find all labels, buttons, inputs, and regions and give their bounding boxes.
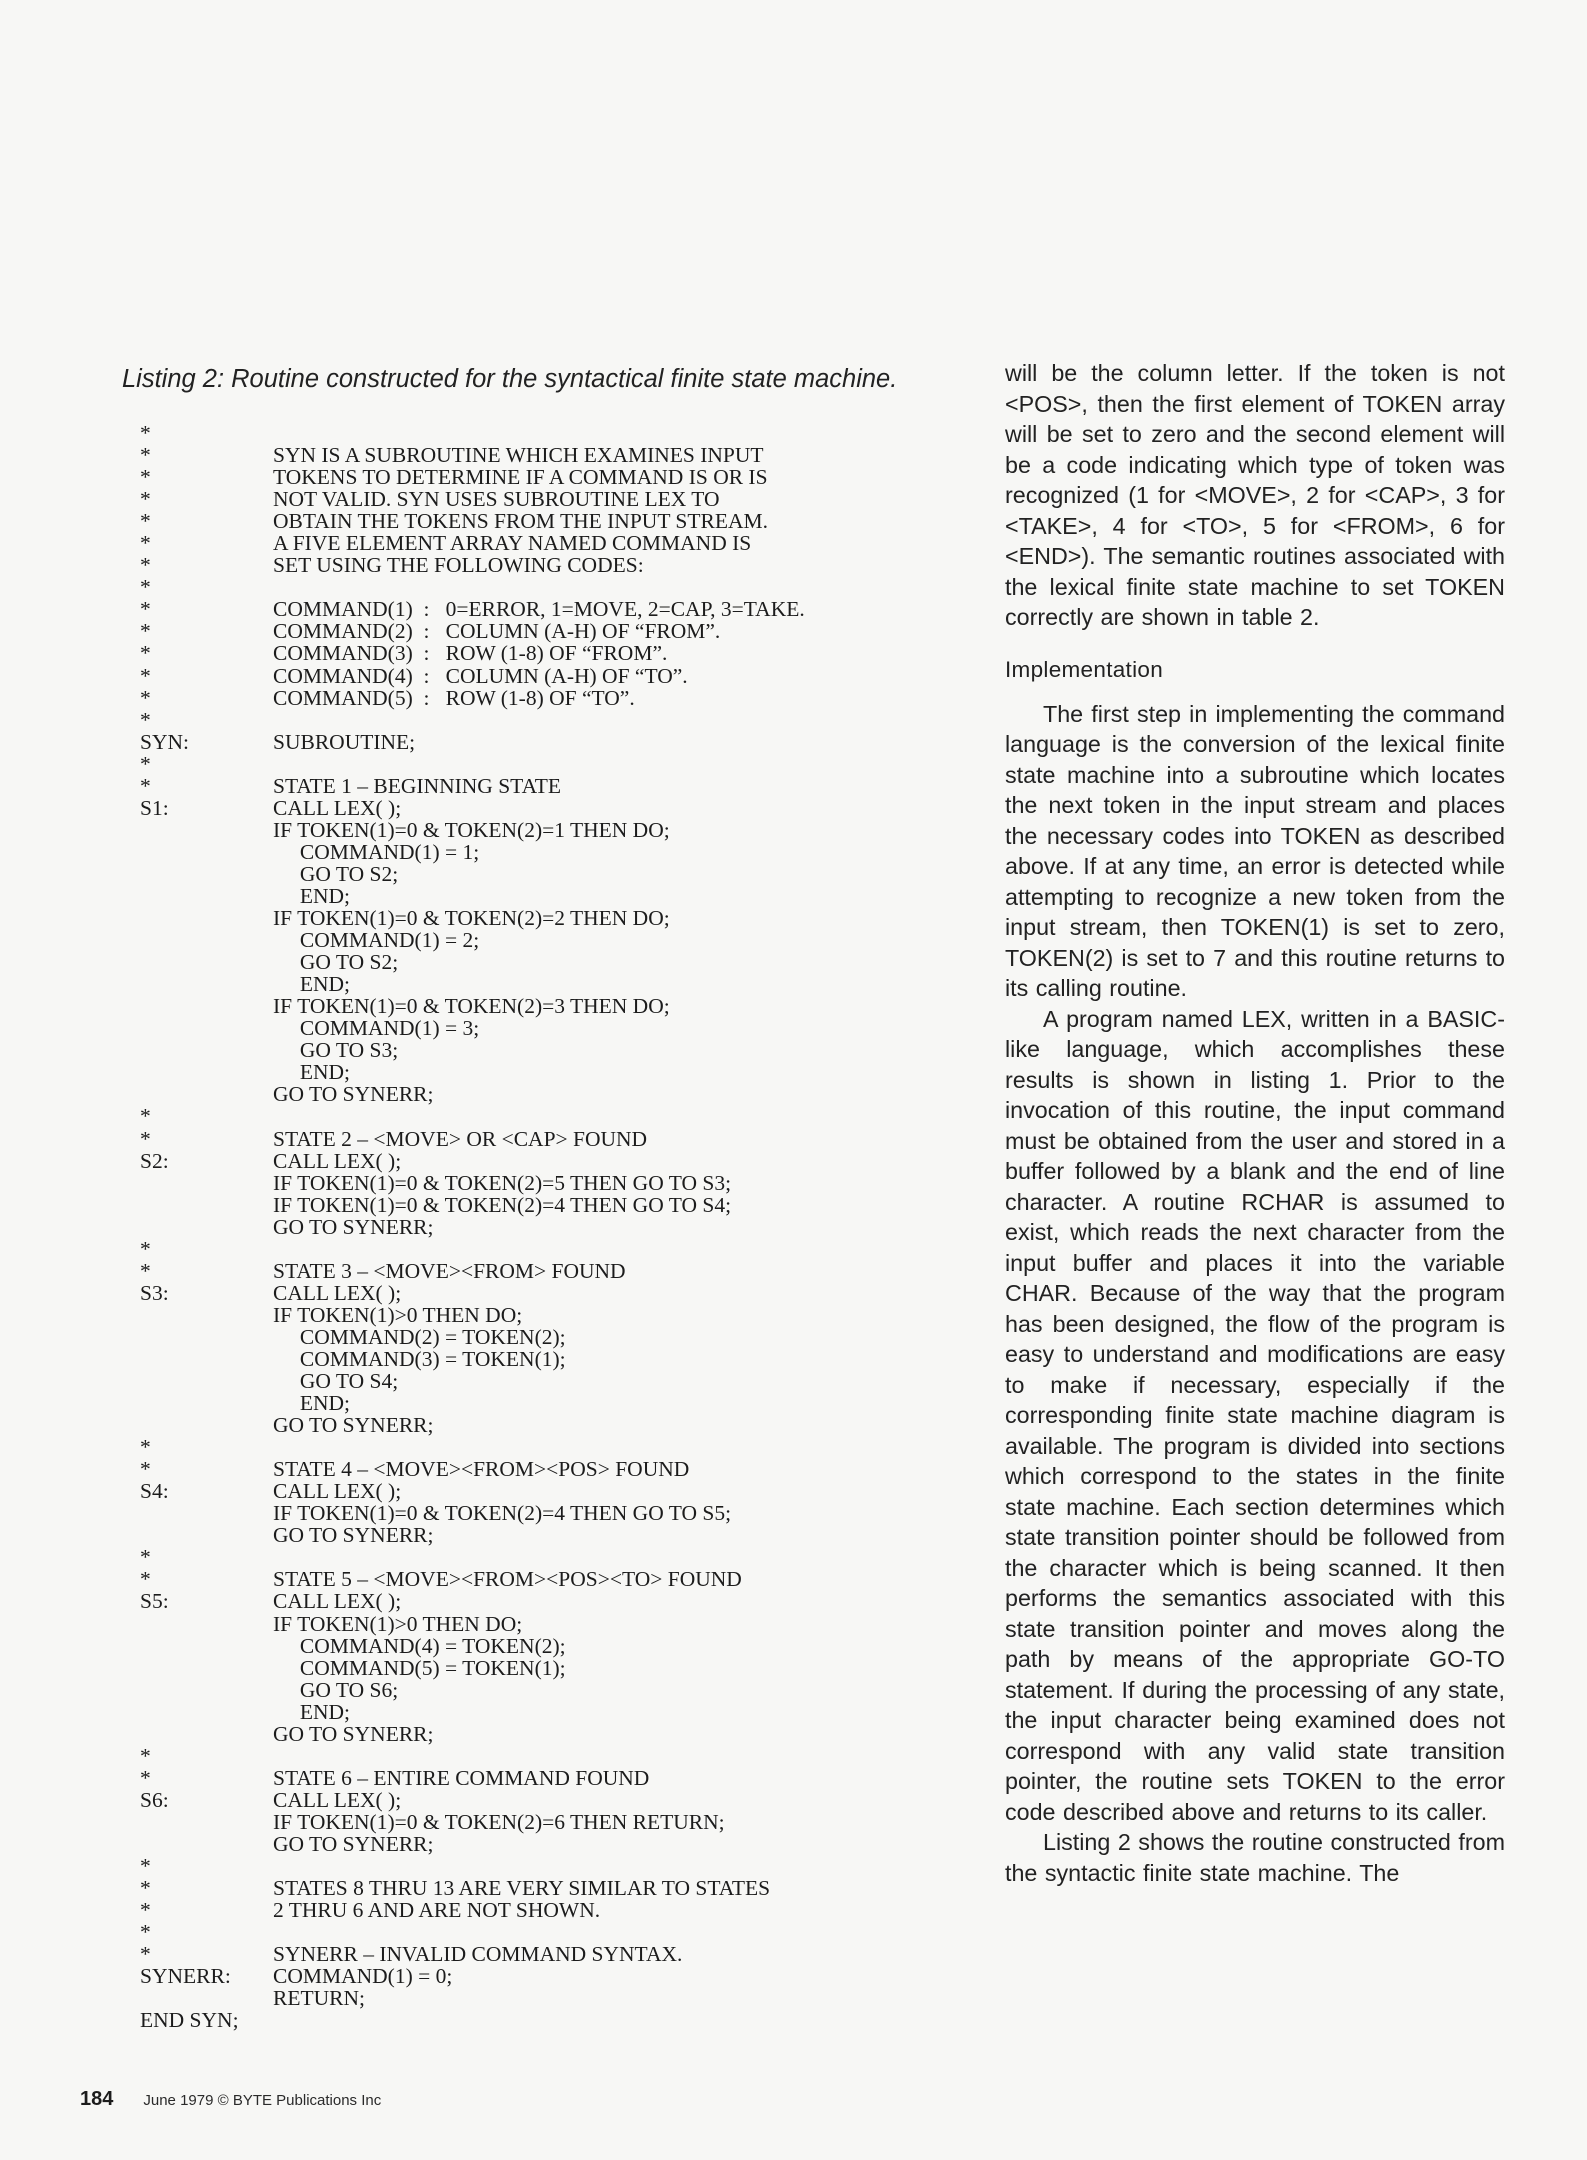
code-line (122, 863, 942, 885)
code-line (122, 1987, 942, 2009)
code-line-label: * (140, 619, 151, 644)
code-line-text: STATE 1 – BEGINNING STATE (273, 773, 561, 798)
code-line-text: COMMAND(2) = TOKEN(2); (273, 1324, 566, 1349)
code-line (122, 731, 942, 753)
code-line-label: * (140, 1457, 151, 1482)
code-line-text: GO TO S4; (273, 1369, 399, 1394)
code-line (122, 532, 942, 554)
code-line (122, 1039, 942, 1061)
code-line-label: * (140, 685, 151, 710)
code-line (122, 709, 942, 731)
code-line-text: STATES 8 THRU 13 ARE VERY SIMILAR TO STATES (273, 1876, 771, 1901)
code-line (122, 1370, 942, 1392)
code-line-text: IF TOKEN(1)=0 & TOKEN(2)=4 THEN GO TO S4; (273, 1192, 732, 1217)
code-line-text: END; (273, 1060, 351, 1085)
code-line (122, 1701, 942, 1723)
code-line (122, 1723, 942, 1745)
code-line-text: IF TOKEN(1)=0 & TOKEN(2)=1 THEN DO; (273, 817, 670, 842)
code-line-text: COMMAND(1) = 3; (273, 1016, 480, 1041)
code-line-label: * (140, 1545, 151, 1570)
article-paragraph: will be the column letter. If the token is not <POS>, then the first element of TOKEN array will be set to zero and the second element will be a code indicating which type of token was recognized (1 for <MOVE>, 2 for <CAP>, 3 for <TAKE>, 4 for <TO>, 5 for <FROM>, 6 for <END>). The semantic routines associated with the lexical finite state machine to set TOKEN correctly are shown in table 2. (1005, 360, 1505, 630)
code-line (122, 1877, 942, 1899)
code-line-text: IF TOKEN(1)=0 & TOKEN(2)=4 THEN GO TO S5; (273, 1501, 732, 1526)
code-line (122, 1260, 942, 1282)
code-line-label: S4: (140, 1479, 169, 1504)
code-line (122, 1965, 942, 1987)
code-line-text: IF TOKEN(1)=0 & TOKEN(2)=6 THEN RETURN; (273, 1809, 725, 1834)
code-line-label: SYNERR: (140, 1964, 231, 1989)
code-line (122, 1326, 942, 1348)
code-line (122, 444, 942, 466)
article-paragraph: Listing 2 shows the routine constructed from the syntactic finite state machine. The (1005, 1829, 1505, 1886)
code-line-text: CALL LEX( ); (273, 795, 402, 820)
code-line-text: IF TOKEN(1)=0 & TOKEN(2)=2 THEN DO; (273, 906, 670, 931)
code-line (122, 841, 942, 863)
code-line-label: S1: (140, 795, 169, 820)
code-line (122, 1150, 942, 1172)
code-line (122, 1855, 942, 1877)
code-line-label: * (140, 531, 151, 556)
code-line (122, 1017, 942, 1039)
code-line (122, 1613, 942, 1635)
code-line (122, 1458, 942, 1480)
code-line (122, 1921, 942, 1943)
code-line-label: S6: (140, 1787, 169, 1812)
code-line-label: * (140, 1236, 151, 1261)
code-line (122, 1172, 942, 1194)
page-footer (80, 2088, 381, 2111)
code-line-label: * (140, 575, 151, 600)
code-line-label: * (140, 597, 151, 622)
code-line (122, 1943, 942, 1965)
code-line (122, 775, 942, 797)
code-line (122, 687, 942, 709)
code-line (122, 753, 942, 775)
code-line (122, 1392, 942, 1414)
code-line (122, 1480, 942, 1502)
code-line-text: COMMAND(2) : COLUMN (A-H) OF “FROM”. (273, 619, 721, 644)
code-line (122, 951, 942, 973)
code-line (122, 929, 942, 951)
code-line (122, 422, 942, 444)
code-line (122, 1128, 942, 1150)
code-line-text: SYN IS A SUBROUTINE WHICH EXAMINES INPUT (273, 443, 764, 468)
code-line (122, 1811, 942, 1833)
code-line (122, 1657, 942, 1679)
listing-caption: Listing 2: Routine constructed for the syntactical finite state machine. (122, 365, 898, 393)
code-line-label: S5: (140, 1589, 169, 1614)
article-paragraph: A program named LEX, written in a BASIC-like language, which accomplishes these results is shown in listing 1. Prior to the invocation of this routine, the input command must be obtained from the user and stored in a buffer followed by a blank and the end of line character. A routine RCHAR is assumed to exist, which reads the next character from the input buffer and places it into the variable CHAR. Because of the way that the program has been designed, the flow of the program is easy to understand and modifications are easy to make if necessary, especially if the corresponding finite state machine diagram is available. The program is divided into sections which correspond to the states in the finite state machine. Each section determines which state transition pointer should be followed from the character which is being scanned. It then performs the semantics associated with this state transition pointer and moves along the path by means of the appropriate GO-TO statement. If during the processing of any state, the input character being examined does not correspond with any valid state transition pointer, the routine sets TOKEN to the error code described above and returns to its caller. (1005, 1005, 1505, 1825)
code-line-label: END SYN; (140, 2008, 239, 2033)
code-line-text: END; (273, 1391, 351, 1416)
code-line-text: COMMAND(5) : ROW (1-8) OF “TO”. (273, 685, 635, 710)
code-line-label: S2: (140, 1148, 169, 1173)
code-line (122, 1679, 942, 1701)
code-line-label: * (140, 1898, 151, 1923)
code-line-text: GO TO S3; (273, 1038, 399, 1063)
code-line (122, 1524, 942, 1546)
code-line (122, 1767, 942, 1789)
code-line-label: S3: (140, 1280, 169, 1305)
code-line-label: * (140, 487, 151, 512)
code-line-label: * (140, 1743, 151, 1768)
code-line (122, 1304, 942, 1326)
code-line-text: GO TO SYNERR; (273, 1832, 434, 1856)
code-line-text: COMMAND(4) : COLUMN (A-H) OF “TO”. (273, 663, 688, 688)
code-line (122, 1789, 942, 1811)
code-line-label: * (140, 751, 151, 776)
code-line-label: * (140, 1567, 151, 1592)
code-line (122, 1745, 942, 1767)
code-line (122, 2009, 942, 2031)
code-line (122, 1238, 942, 1260)
code-line (122, 1833, 942, 1855)
code-line-text: END; (273, 972, 351, 997)
code-line-label: * (140, 1258, 151, 1283)
footer-credit: June 1979 © BYTE Publications Inc (143, 2092, 382, 2109)
code-line (122, 576, 942, 598)
code-line-label: * (140, 1876, 151, 1901)
code-line (122, 907, 942, 929)
code-line-text: IF TOKEN(1)=0 & TOKEN(2)=3 THEN DO; (273, 994, 670, 1019)
code-line (122, 1436, 942, 1458)
code-line (122, 642, 942, 664)
code-line-text: RETURN; (273, 1986, 365, 2011)
article-column (1005, 358, 1505, 1888)
code-line-text: IF TOKEN(1)>0 THEN DO; (273, 1611, 523, 1636)
code-line-text: GO TO S2; (273, 950, 399, 975)
page-number: 184 (80, 2088, 114, 2110)
code-line (122, 466, 942, 488)
code-line-text: CALL LEX( ); (273, 1787, 402, 1812)
code-line-text: CALL LEX( ); (273, 1479, 402, 1504)
code-line-text: COMMAND(3) = TOKEN(1); (273, 1346, 566, 1371)
code-line (122, 1105, 942, 1127)
code-line (122, 1568, 942, 1590)
code-line-text: SYNERR – INVALID COMMAND SYNTAX. (273, 1942, 683, 1967)
code-line-label: * (140, 553, 151, 578)
section-heading: Implementation (1005, 656, 1164, 682)
code-line-text: COMMAND(5) = TOKEN(1); (273, 1655, 566, 1680)
code-line (122, 885, 942, 907)
listing-2 (122, 362, 942, 2031)
code-line (122, 488, 942, 510)
code-line-label: * (140, 1104, 151, 1129)
code-line (122, 1216, 942, 1238)
code-line-text: COMMAND(4) = TOKEN(2); (273, 1633, 566, 1658)
code-line (122, 510, 942, 532)
code-line-text: GO TO SYNERR; (273, 1523, 434, 1548)
code-line-text: A FIVE ELEMENT ARRAY NAMED COMMAND IS (273, 531, 752, 556)
code-line-text: COMMAND(1) = 2; (273, 928, 480, 953)
code-line (122, 1083, 942, 1105)
code-line-label: SYN: (140, 729, 189, 754)
code-line-label: * (140, 1942, 151, 1967)
code-line (122, 554, 942, 576)
code-line (122, 819, 942, 841)
code-line-text: TOKENS TO DETERMINE IF A COMMAND IS OR IS (273, 465, 768, 490)
code-line-text: CALL LEX( ); (273, 1589, 402, 1614)
code-line-text: GO TO SYNERR; (273, 1214, 434, 1239)
code-line-text: GO TO SYNERR; (273, 1413, 434, 1438)
code-line-text: END; (273, 1699, 351, 1724)
code-line (122, 973, 942, 995)
code-line-text: NOT VALID. SYN USES SUBROUTINE LEX TO (273, 487, 720, 512)
article-paragraph: The first step in implementing the command language is the conversion of the lexical finite state machine into a subroutine which locates the next token in the input stream and places the necessary codes into TOKEN as described above. If at any time, an error is detected while attempting to recognize a new token from the input stream, then TOKEN(1) is set to zero, TOKEN(2) is set to 7 and this routine returns to its calling routine. (1005, 700, 1505, 1001)
code-line-text: STATE 5 – <MOVE><FROM><POS><TO> FOUND (273, 1567, 742, 1592)
code-line-label: * (140, 443, 151, 468)
code-line-label: * (140, 663, 151, 688)
code-line (122, 1635, 942, 1657)
code-line-text: STATE 3 – <MOVE><FROM> FOUND (273, 1258, 626, 1283)
code-line-label: * (140, 421, 151, 445)
code-line-text: COMMAND(1) = 0; (273, 1964, 453, 1989)
code-line (122, 1590, 942, 1612)
code-line-label: * (140, 707, 151, 732)
code-line (122, 1282, 942, 1304)
code-line (122, 1899, 942, 1921)
code-line-text: COMMAND(1) : 0=ERROR, 1=MOVE, 2=CAP, 3=TAKE. (273, 597, 805, 622)
code-line-label: * (140, 773, 151, 798)
code-line (122, 620, 942, 642)
code-line-label: * (140, 1435, 151, 1460)
code-line-text: IF TOKEN(1)>0 THEN DO; (273, 1302, 523, 1327)
code-line-text: OBTAIN THE TOKENS FROM THE INPUT STREAM. (273, 509, 769, 534)
code-line (122, 1502, 942, 1524)
code-line-text: END; (273, 883, 351, 908)
code-line (122, 598, 942, 620)
code-line-text: SET USING THE FOLLOWING CODES: (273, 553, 644, 578)
code-line-label: * (140, 1765, 151, 1790)
code-line-text: STATE 4 – <MOVE><FROM><POS> FOUND (273, 1457, 690, 1482)
code-line-label: * (140, 465, 151, 490)
code-line-label: * (140, 509, 151, 534)
code-line (122, 1414, 942, 1436)
code-line (122, 1061, 942, 1083)
code-line-label: * (140, 1854, 151, 1879)
code-line-text: CALL LEX( ); (273, 1148, 402, 1173)
code-line-text: IF TOKEN(1)=0 & TOKEN(2)=5 THEN GO TO S3; (273, 1170, 732, 1195)
code-line-text: STATE 6 – ENTIRE COMMAND FOUND (273, 1765, 650, 1790)
code-line (122, 995, 942, 1017)
code-line-text: SUBROUTINE; (273, 729, 416, 754)
code-line-text: COMMAND(3) : ROW (1-8) OF “FROM”. (273, 641, 668, 666)
code-line-text: STATE 2 – <MOVE> OR <CAP> FOUND (273, 1126, 648, 1151)
code-line (122, 1194, 942, 1216)
code-line (122, 797, 942, 819)
code-line-label: * (140, 1126, 151, 1151)
code-line (122, 1348, 942, 1370)
code-line (122, 665, 942, 687)
code-line-text: GO TO SYNERR; (273, 1082, 434, 1107)
code-line-text: CALL LEX( ); (273, 1280, 402, 1305)
code-listing (122, 422, 942, 2031)
code-line-label: * (140, 1920, 151, 1945)
code-line (122, 1546, 942, 1568)
code-line-text: GO TO S6; (273, 1677, 399, 1702)
code-line-text: GO TO S2; (273, 861, 399, 886)
code-line-text: GO TO SYNERR; (273, 1721, 434, 1746)
code-line-text: COMMAND(1) = 1; (273, 839, 480, 864)
code-line-label: * (140, 641, 151, 666)
code-line-text: 2 THRU 6 AND ARE NOT SHOWN. (273, 1898, 601, 1923)
